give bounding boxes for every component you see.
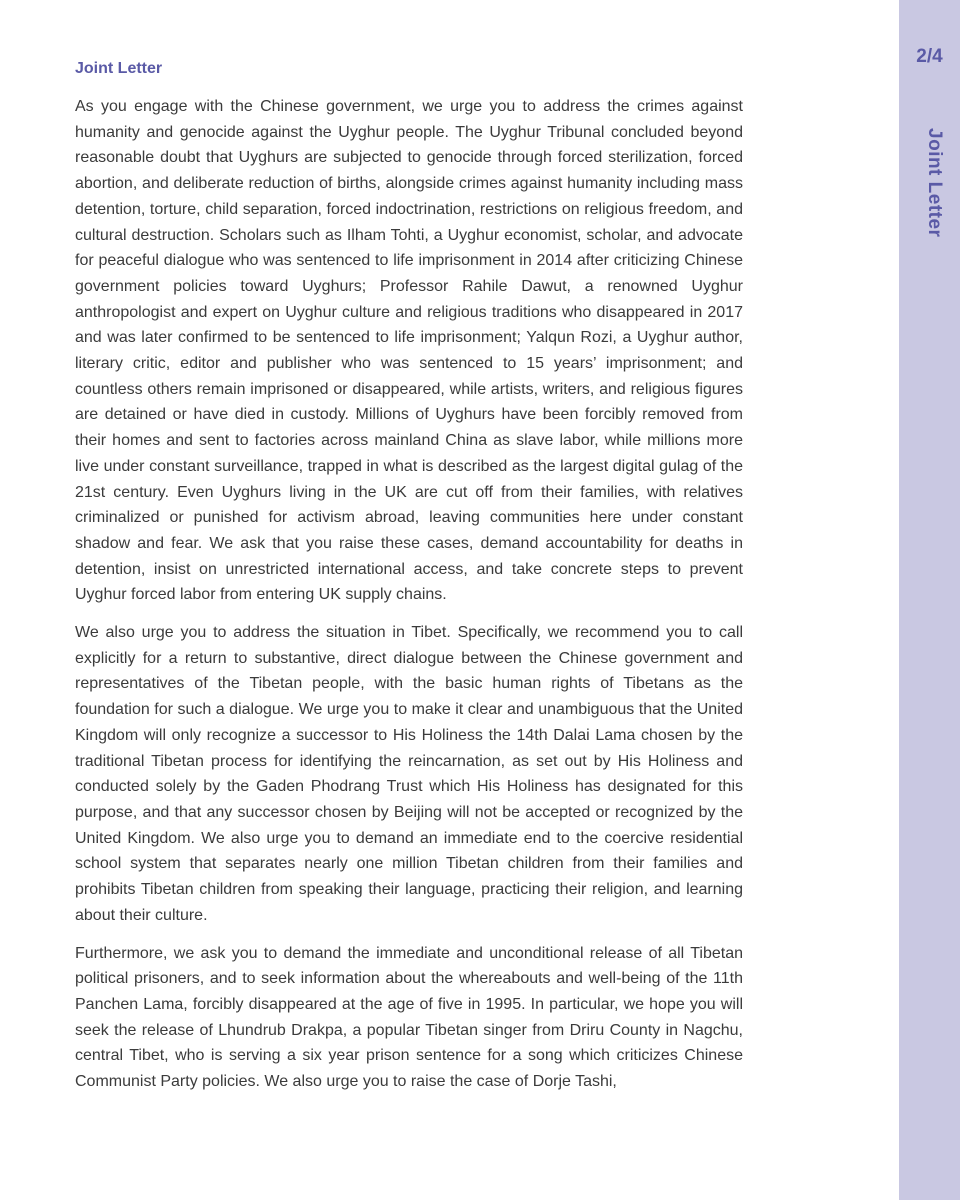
- paragraph-tibet: We also urge you to address the situation in Tibet. Specifically, we recommend you to call explicitly for a return to substantive, direct dialogue between the Chinese government and representatives of the Tibetan people, with the basic human rights of Tibetans as the foundation for such a dialogue. We urge you to make it clear and unambiguous that the United Kingdom will only recognize a successor to His Holiness the 14th Dalai Lama chosen by the traditional Tibetan process for identifying the reincarnation, as set out by His Holiness and conducted solely by the Gaden Phodrang Trust which His Holiness has designated for this purpose, and that any successor chosen by Beijing will not be accepted or recognized by the United Kingdom. We also urge you to demand an immediate end to the coercive residential school system that separates nearly one million Tibetan children from their families and prohibits Tibetan children from speaking their language, practicing their religion, and learning about their culture.: [75, 624, 743, 924]
- paragraph-prisoners: Furthermore, we ask you to demand the immediate and unconditional release of all Tibetan political prisoners, and to seek information about the whereabouts and well-being of the 11th Panchen Lama, forcibly disappeared at the age of five in 1995. In particular, we hope you will seek the release of Lhundrub Drakpa, a popular Tibetan singer from Driru County in Nagchu, central Tibet, who is serving a six year prison sentence for a song which criticizes Chinese Communist Party policies. We also urge you to raise the case of Dorje Tashi,: [75, 944, 743, 1091]
- letter-content: [75, 58, 743, 1107]
- side-bar: [899, 0, 960, 1200]
- section-title: Joint Letter: [75, 60, 163, 77]
- page-number: 2/4: [916, 46, 943, 67]
- side-label: Joint Letter: [924, 128, 945, 238]
- paragraph-uyghur: As you engage with the Chinese government, we urge you to address the crimes against humanity and genocide against the Uyghur people. The Uyghur Tribunal concluded beyond reasonable doubt that Uyghurs are subjected to genocide through forced sterilization, forced abortion, and deliberate reduction of births, alongside crimes against humanity including mass detention, torture, child separation, forced indoctrination, restrictions on religious freedom, and cultural destruction. Scholars such as Ilham Tohti, a Uyghur economist, scholar, and advocate for peaceful dialogue who was sentenced to life imprisonment in 2014 after criticizing Chinese government policies toward Uyghurs; Professor Rahile Dawut, a renowned Uyghur anthropologist and expert on Uyghur culture and religious traditions who disappeared in 2017 and was later confirmed to be sentenced to life imprisonment; Yalqun Rozi, a Uyghur author, literary critic, editor and publisher who was sentenced to 15 years’ imprisonment; and countless others remain imprisoned or disappeared, while artists, writers, and religious figures are detained or have died in custody. Millions of Uyghurs have been forcibly removed from their homes and sent to factories across mainland China as slave labor, while millions more live under constant surveillance, trapped in what is described as the largest digital gulag of the 21st century. Even Uyghurs living in the UK are cut off from their families, with relatives criminalized or punished for activism abroad, leaving communities here under constant shadow and fear. We ask that you raise these cases, demand accountability for deaths in detention, insist on unrestricted international access, and take concrete steps to prevent Uyghur forced labor from entering UK supply chains.: [75, 98, 743, 604]
